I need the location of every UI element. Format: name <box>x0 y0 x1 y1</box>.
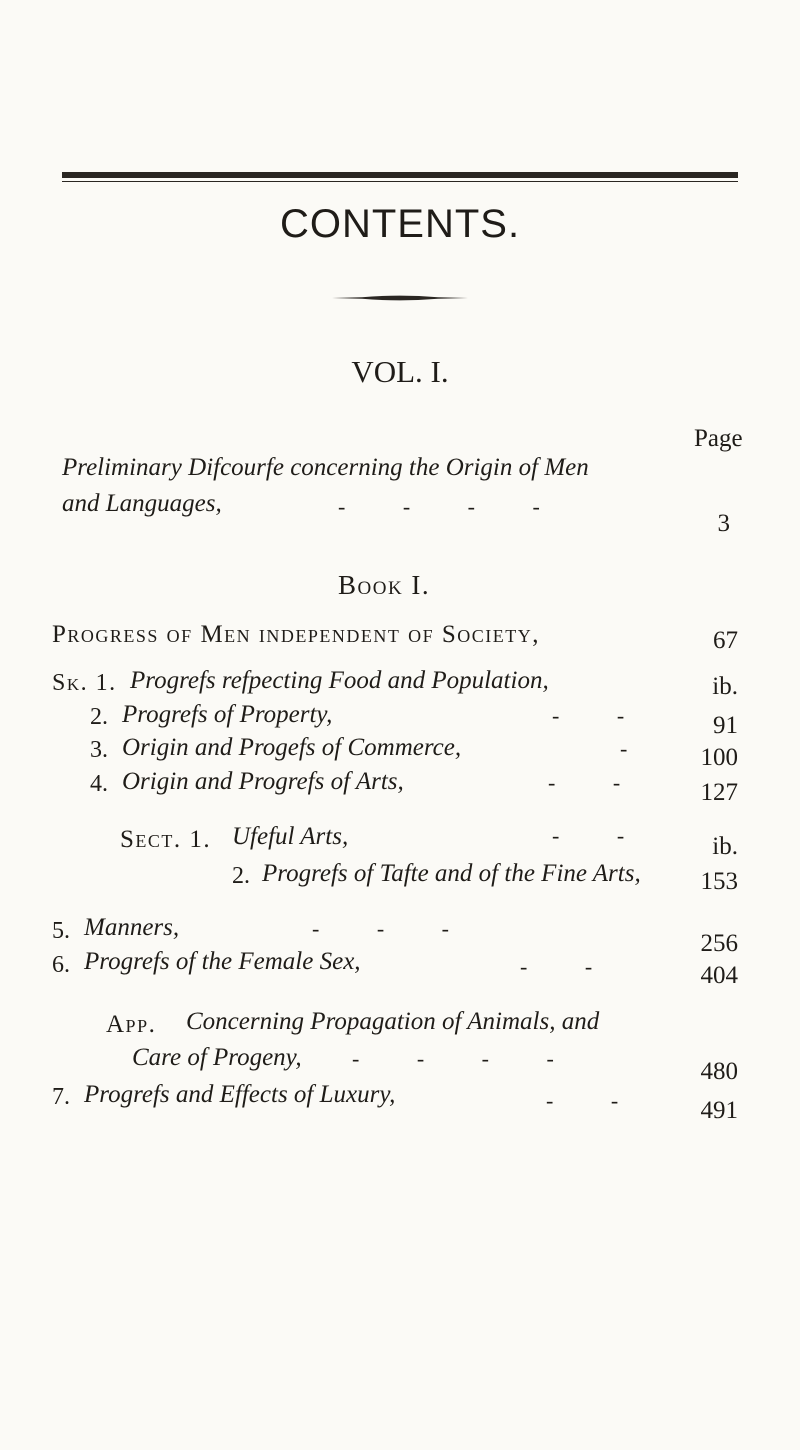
leader-dots: - - <box>552 703 651 728</box>
entry-title: Progrefs of the Female Sex, <box>84 948 361 975</box>
page-number: 153 <box>700 868 738 895</box>
page-number: ib. <box>712 673 738 700</box>
page-number: 491 <box>700 1097 738 1124</box>
page-title: CONTENTS. <box>279 202 521 246</box>
entry-title-line2: Care of Progeny, <box>132 1044 302 1071</box>
entry-title-line1: Concerning Propagation of Animals, and <box>186 1008 600 1035</box>
top-rule-thick <box>62 172 738 178</box>
entry-preliminary-line1: Preliminary Difcourfe concerning the Origin of Men <box>62 454 589 481</box>
entry-title: Progrefs refpecting Food and Population, <box>130 667 549 694</box>
page-number: 100 <box>700 744 738 771</box>
entry-title: Origin and Progefs of Commerce, <box>122 734 462 761</box>
leader-dots: - <box>620 736 654 761</box>
volume-heading: VOL. I. <box>351 354 449 389</box>
entry-label: 4. <box>90 771 108 797</box>
page-number: 256 <box>700 930 738 957</box>
entry-label: Sk. 1. <box>52 670 117 696</box>
entry-title: Ufeful Arts, <box>232 823 349 850</box>
entry-title: Progrefs of Property, <box>122 701 333 728</box>
entry-label: 6. <box>52 952 70 978</box>
leader-dots: - - - - <box>338 494 566 519</box>
page-number: ib. <box>712 833 738 860</box>
entry-title: Progrefs and Effects of Luxury, <box>84 1081 396 1108</box>
entry-label: 5. <box>52 918 70 944</box>
page-number: 91 <box>713 712 738 739</box>
page-number: 480 <box>700 1058 738 1085</box>
leader-dots: - - - - <box>352 1046 580 1071</box>
leader-dots: - - <box>548 770 647 795</box>
top-rule-thin <box>62 181 738 182</box>
entry-label: 2. <box>90 704 108 730</box>
section-heading: Progress of Men independent of Society, <box>52 621 541 648</box>
entry-title: Progrefs of Tafte and of the Fine Arts, <box>262 860 641 887</box>
entry-label: App. <box>106 1011 157 1038</box>
page-column-label: Page <box>694 425 743 452</box>
ornament-rule <box>332 293 468 303</box>
entry-preliminary-line2: and Languages, <box>62 490 222 517</box>
page-number: 404 <box>700 962 738 989</box>
leader-dots: - - <box>546 1088 645 1113</box>
entry-label: 3. <box>90 737 108 763</box>
leader-dots: - - <box>520 954 619 979</box>
entry-title: Manners, <box>84 914 180 941</box>
leader-dots: - - <box>552 823 651 848</box>
leader-dots: - - - <box>312 916 475 941</box>
page-number: 3 <box>717 510 730 537</box>
entry-label: 2. <box>232 863 250 889</box>
page-number: 67 <box>713 627 738 654</box>
book-heading: Book I. <box>338 570 431 600</box>
entry-label: 7. <box>52 1084 70 1110</box>
entry-title: Origin and Progrefs of Arts, <box>122 768 404 795</box>
entry-label: Sect. 1. <box>120 826 212 853</box>
page-number: 127 <box>700 779 738 806</box>
